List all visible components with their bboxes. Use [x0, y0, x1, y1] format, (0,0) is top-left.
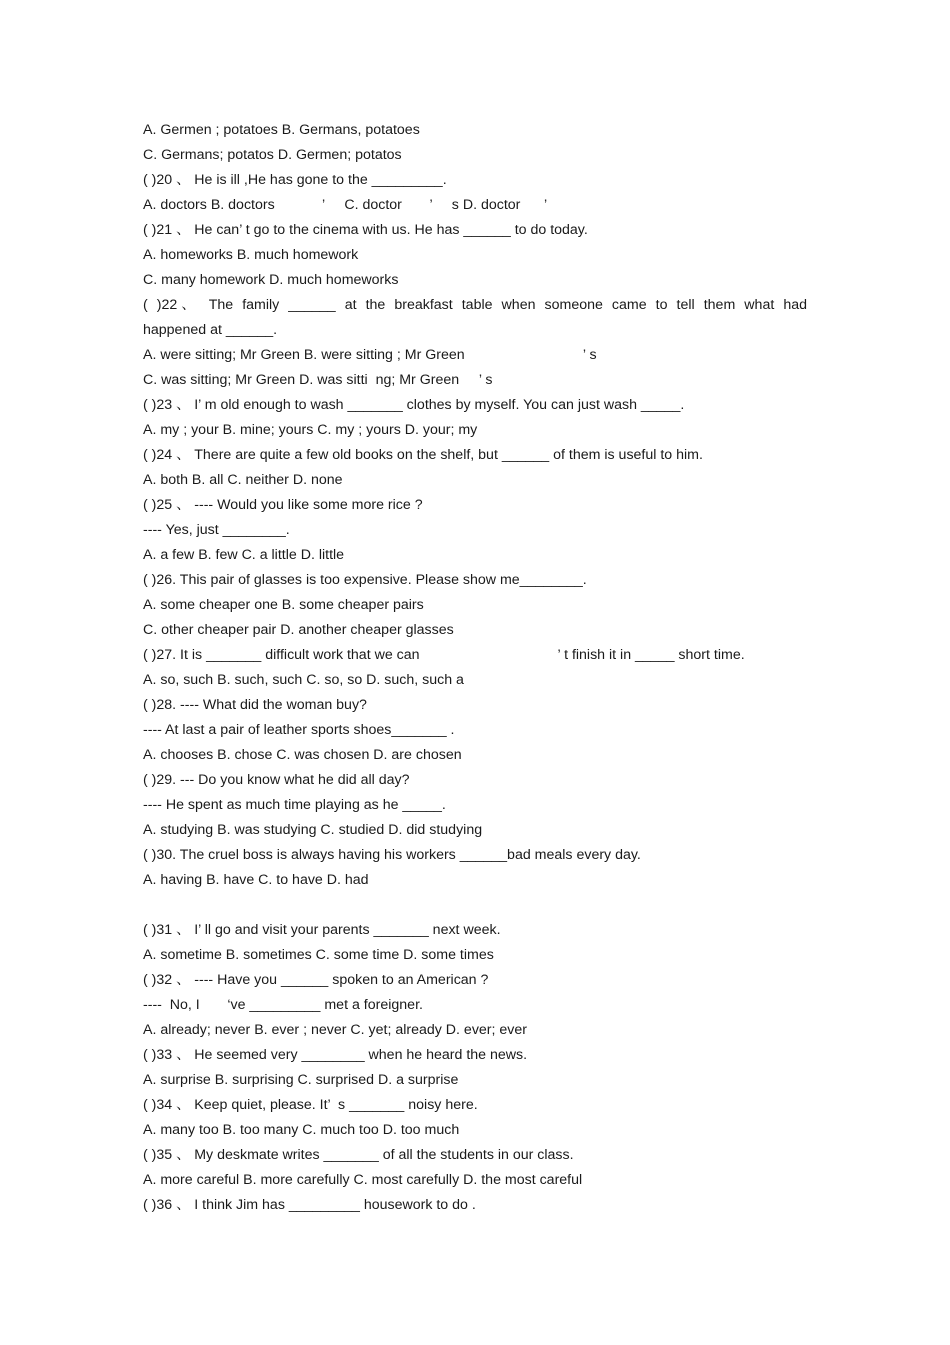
exercise-text — [143, 118, 807, 1218]
option-line: C. many homework D. much homeworks — [143, 272, 399, 288]
question-28: ( )28. ---- What did the woman buy? — [143, 697, 367, 713]
option-line: A. so, such B. such, such C. so, so D. such, such a — [143, 672, 464, 688]
option-line: A. Germen ; potatoes B. Germans, potatoes — [143, 122, 420, 138]
option-line: C. Germans; potatos D. Germen; potatos — [143, 147, 402, 163]
option-line: C. was sitting; Mr Green D. was sitti ng; Mr Green ’ s — [143, 372, 493, 388]
dialogue-line: ---- Yes, just ________. — [143, 522, 290, 538]
question-22-continued: happened at ______. — [143, 322, 278, 338]
question-36: ( )36 、 I think Jim has _________ housework to do . — [143, 1197, 476, 1213]
question-27: ( )27. It is _______ difficult work that we can ’ t finish it in _____ short time. — [143, 647, 745, 663]
question-20: ( )20 、 He is ill ,He has gone to the _________. — [143, 172, 447, 188]
option-line: A. my ; your B. mine; yours C. my ; yours D. your; my — [143, 422, 478, 438]
dialogue-line: ---- At last a pair of leather sports shoes_______ . — [143, 722, 455, 738]
option-line: C. other cheaper pair D. another cheaper glasses — [143, 622, 454, 638]
option-line: A. homeworks B. much homework — [143, 247, 359, 263]
option-line: A. studying B. was studying C. studied D. did studying — [143, 822, 483, 838]
dialogue-line: ---- He spent as much time playing as he _____. — [143, 797, 446, 813]
question-24: ( )24 、 There are quite a few old books on the shelf, but ______ of them is useful to him. — [143, 447, 703, 463]
option-line: A. having B. have C. to have D. had — [143, 872, 369, 888]
question-25: ( )25 、 ---- Would you like some more rice ? — [143, 497, 423, 513]
option-line: A. many too B. too many C. much too D. too much — [143, 1122, 460, 1138]
question-33: ( )33 、 He seemed very ________ when he heard the news. — [143, 1047, 528, 1063]
option-line: A. a few B. few C. a little D. little — [143, 547, 345, 563]
question-35: ( )35 、 My deskmate writes _______ of all the students in our class. — [143, 1147, 574, 1163]
question-31: ( )31 、 I’ ll go and visit your parents _______ next week. — [143, 922, 501, 938]
question-32: ( )32 、 ---- Have you ______ spoken to an American ? — [143, 972, 489, 988]
option-line: A. both B. all C. neither D. none — [143, 472, 343, 488]
option-line: A. surprise B. surprising C. surprised D. a surprise — [143, 1072, 459, 1088]
option-line: A. were sitting; Mr Green B. were sitting ; Mr Green ’ s — [143, 347, 597, 363]
option-line: A. some cheaper one B. some cheaper pairs — [143, 597, 424, 613]
question-23: ( )23 、 I’ m old enough to wash _______ clothes by myself. You can just wash _____. — [143, 397, 685, 413]
option-line: A. already; never B. ever ; never C. yet; already D. ever; ever — [143, 1022, 528, 1038]
option-line: A. more careful B. more carefully C. most carefully D. the most careful — [143, 1172, 583, 1188]
blank-line — [143, 893, 807, 918]
option-line: A. sometime B. sometimes C. some time D. some times — [143, 947, 494, 963]
question-26: ( )26. This pair of glasses is too expensive. Please show me________. — [143, 572, 587, 588]
question-22: ( )22、 The family ______ at the breakfast table when someone came to tell them what had — [143, 297, 807, 313]
question-34: ( )34 、 Keep quiet, please. It’ s _______ noisy here. — [143, 1097, 478, 1113]
option-line: A. doctors B. doctors ’ C. doctor ’ s D. doctor ’ — [143, 197, 548, 213]
question-29: ( )29. --- Do you know what he did all day? — [143, 772, 410, 788]
dialogue-line: ---- No, I ‘ve _________ met a foreigner. — [143, 997, 423, 1013]
question-21: ( )21 、 He can’ t go to the cinema with us. He has ______ to do today. — [143, 222, 588, 238]
question-30: ( )30. The cruel boss is always having his workers ______bad meals every day. — [143, 847, 641, 863]
option-line: A. chooses B. chose C. was chosen D. are chosen — [143, 747, 462, 763]
